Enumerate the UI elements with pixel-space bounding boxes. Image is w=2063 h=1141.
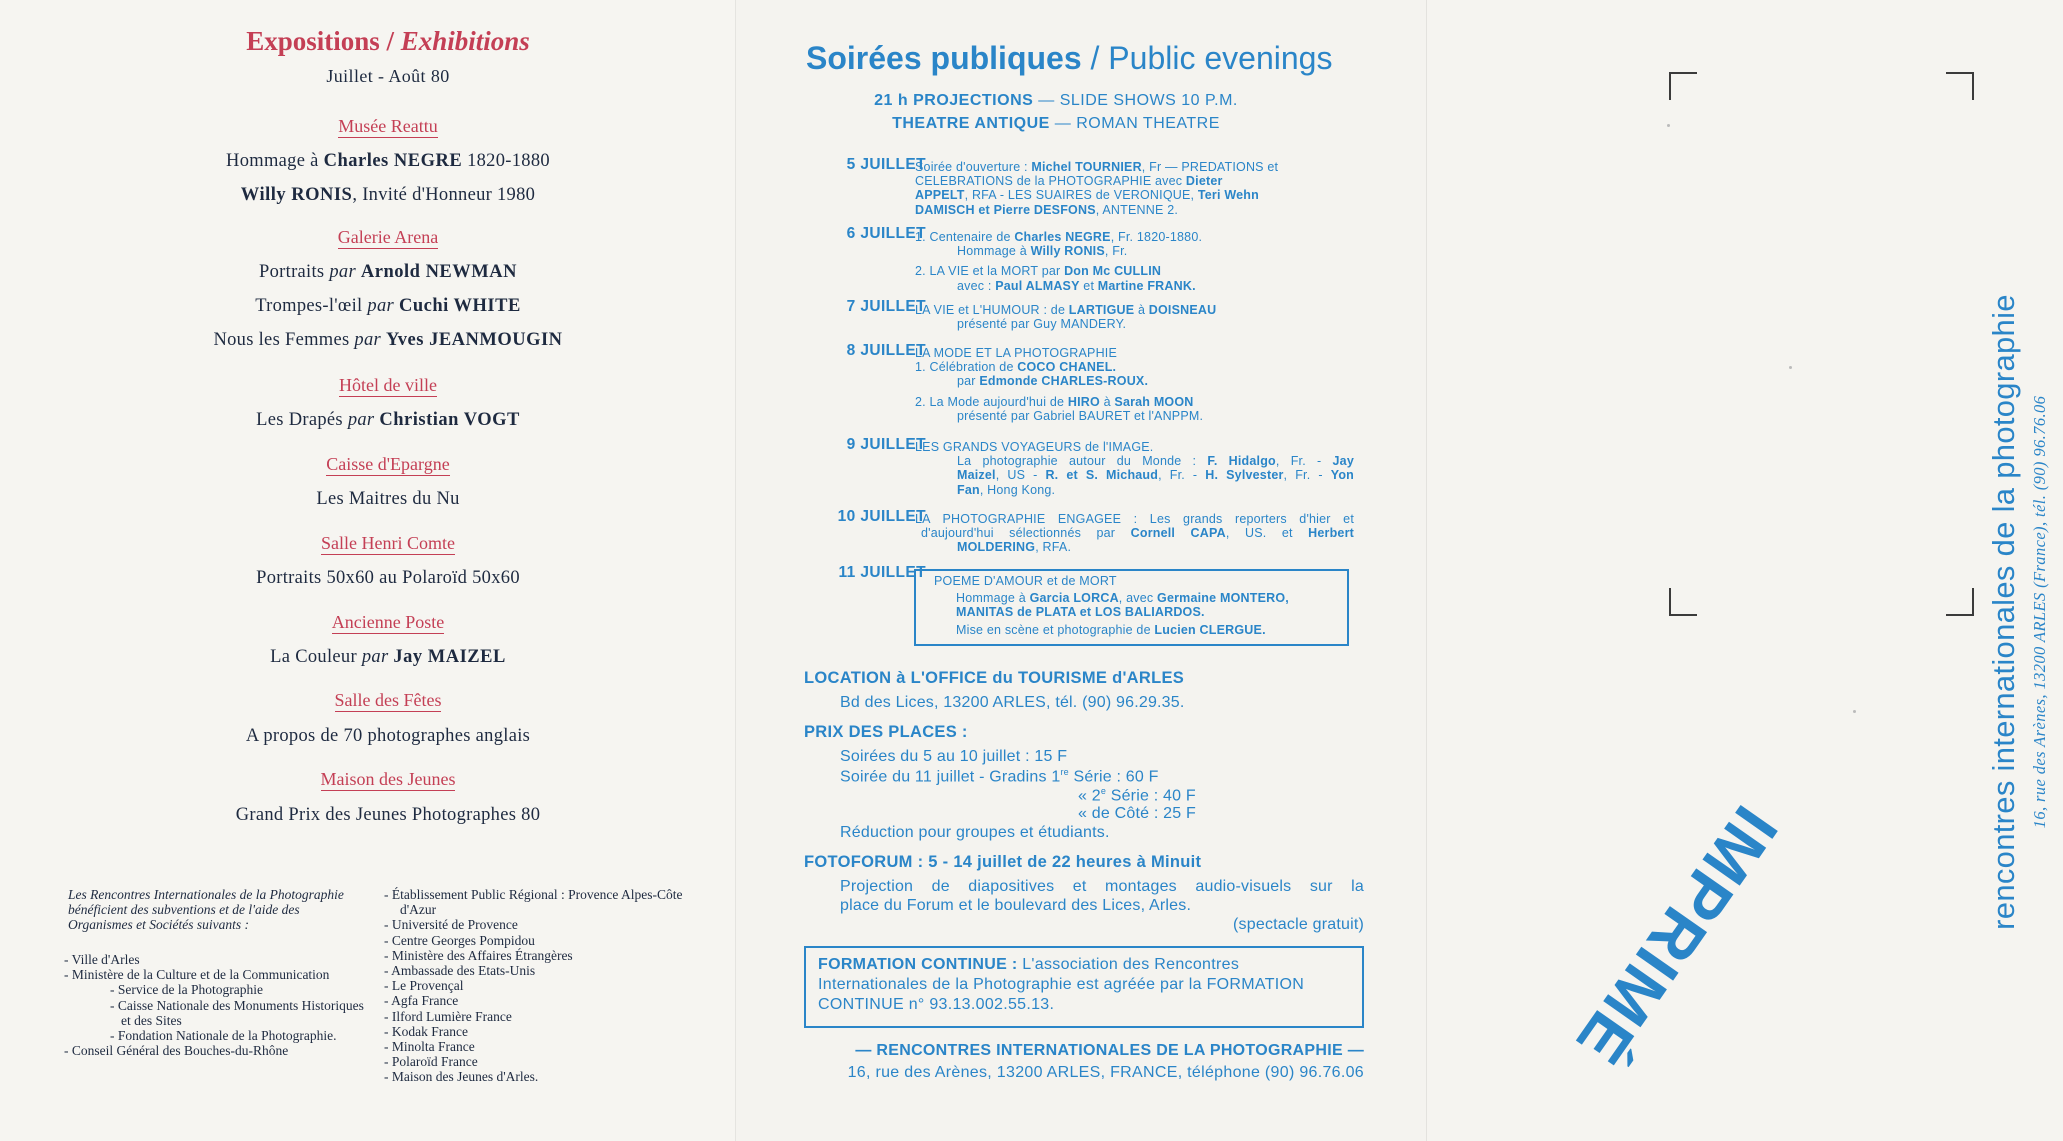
evenings-title: Soirées publiques / Public evenings	[806, 40, 1333, 76]
program-6-juillet: 1. Centenaire de Charles NEGRE, Fr. 1820-1880. Hommage à Willy RONIS, Fr. 2. LA VIE et la MORT par Don Mc CULLIN avec : Paul ALMASY et Martine FRANK.	[915, 230, 1203, 293]
price-line: Soirée du 11 juillet - Gradins 1re Série : 60 F	[840, 767, 1159, 786]
speck	[1853, 710, 1856, 713]
organization-vertical-title: rencontres internationales de la photographie	[1986, 294, 2021, 930]
price-line: Soirées du 5 au 10 juillet : 15 F	[840, 748, 1068, 765]
address-window-corner	[1669, 588, 1697, 616]
price-line: « 2e Série : 40 F	[1078, 786, 1196, 805]
exhibit-line: Les Drapés par Christian VOGT	[256, 410, 520, 430]
sponsor-item: - Polaroïd France	[384, 1054, 478, 1070]
date-8-juillet: 8 JUILLET	[846, 342, 926, 359]
sponsor-item: - Université de Provence	[384, 917, 518, 933]
sponsor-item: - Fondation Nationale de la Photographie.	[110, 1028, 337, 1044]
date-11-juillet: 11 JUILLET	[838, 564, 926, 581]
sponsor-item: - Maison des Jeunes d'Arles.	[384, 1069, 539, 1085]
exhibit-line: Nous les Femmes par Yves JEANMOUGIN	[213, 330, 563, 350]
program-8-juillet: LA MODE ET LA PHOTOGRAPHIE 1. Célébration de COCO CHANEL. par Edmonde CHARLES-ROUX. 2. La Mode aujourd'hui de HIRO à Sarah MOON présenté par Gabriel BAURET et l'ANPPM.	[915, 346, 1204, 423]
title-en: Exhibitions	[400, 26, 530, 56]
fotoforum-heading: FOTOFORUM : 5 - 14 juillet de 22 heures à Minuit	[804, 853, 1202, 871]
exhibit-line: Les Maitres du Nu	[316, 489, 460, 509]
date-7-juillet: 7 JUILLET	[846, 298, 926, 315]
formation-heading: FORMATION CONTINUE :	[818, 956, 1018, 973]
projections-heading: 21 h PROJECTIONS — SLIDE SHOWS 10 P.M.	[874, 92, 1238, 109]
sponsor-item: - Minolta France	[384, 1039, 475, 1055]
speck	[1789, 366, 1792, 369]
program-9-juillet: LES GRANDS VOYAGEURS de l'IMAGE. La photographie autour du Monde : F. Hidalgo, Fr. - Jay Maizel, US - R. et S. Michaud, Fr. - H. Sylvester, Fr. - Yon Fan, Hong Kong.	[915, 440, 1354, 497]
organization-vertical-address: 16, rue des Arènes, 13200 ARLES (France), tél. (90) 96.76.06	[2030, 395, 2049, 829]
sponsors-intro: Les Rencontres Internationales de la Photographie bénéficient des subventions et de l'aide des Organismes et Sociétés suivants :	[68, 887, 344, 933]
fotoforum-line: place du Forum et le boulevard des Lices, Arles.	[840, 897, 1192, 914]
sponsor-item: - Ville d'Arles	[64, 952, 140, 967]
venue-salle-henri-comte: Salle Henri Comte	[321, 533, 455, 553]
sponsor-item: - Caisse Nationale des Monuments Historiques et des Sites	[110, 997, 364, 1028]
sponsor-item: - Ilford Lumière France	[384, 1008, 512, 1024]
exhibit-line: Willy RONIS, Invité d'Honneur 1980	[240, 185, 536, 205]
sponsor-item: - Ministère de la Culture et de la Communication	[64, 967, 330, 983]
exhibit-line: Portraits 50x60 au Polaroïd 50x60	[256, 568, 520, 588]
sponsor-item: - Établissement Public Régional : Provence Alpes-Côte d'Azur	[384, 887, 683, 918]
organizer-name: — RENCONTRES INTERNATIONALES DE LA PHOTOGRAPHIE —	[855, 1042, 1364, 1059]
venue-salle-des-fetes: Salle des Fêtes	[334, 690, 442, 710]
sponsor-item: - Kodak France	[384, 1023, 468, 1039]
exhibit-line: Grand Prix des Jeunes Photographes 80	[235, 805, 541, 825]
sponsor-item: - Service de la Photographie	[110, 982, 263, 998]
program-10-juillet: LA PHOTOGRAPHIE ENGAGEE : Les grands reporters d'hier et d'aujourd'hui sélectionnés par Cornell CAPA, US. et Herbert MOLDERING, RFA.	[915, 512, 1354, 555]
sponsors-list-left	[64, 952, 364, 1058]
imprime-stamp: IMPRIMÉ	[1561, 793, 1793, 1079]
sponsor-item: - Le Provençal	[384, 978, 464, 994]
public-evenings-panel	[736, 0, 1427, 1141]
price-line: « de Côté : 25 F	[1078, 805, 1196, 822]
sponsors-list-right	[384, 887, 684, 1085]
venue-galerie-arena: Galerie Arena	[337, 227, 439, 247]
exhibit-line: Trompes-l'œil par Cuchi WHITE	[255, 296, 521, 316]
venue-hotel-de-ville: Hôtel de ville	[339, 375, 437, 395]
program-7-juillet: LA VIE et L'HUMOUR : de LARTIGUE à DOISNEAU présenté par Guy MANDERY.	[915, 303, 1217, 332]
exhibitions-panel	[0, 0, 736, 1141]
program-5-juillet: Soirée d'ouverture : Michel TOURNIER, Fr — PREDATIONS et CELEBRATIONS de la PHOTOGRAPHIE avec Dieter APPELT, RFA - LES SUAIRES de VERONIQUE, Teri Wehn DAMISCH et Pierre DESFONS, ANTENNE 2.	[915, 160, 1279, 217]
sponsor-item: - Conseil Général des Bouches-du-Rhône	[64, 1043, 289, 1059]
address-window-corner	[1669, 72, 1697, 100]
venue-musee-reattu: Musée Reattu	[338, 116, 438, 136]
fotoforum-free: (spectacle gratuit)	[1233, 916, 1364, 933]
formation-text: L'association des Rencontres Internationales de la Photographie est agréée par la FORMATION CONTINUE n° 93.13.002.55.13.	[818, 956, 1305, 1013]
exhibitions-dates: Juillet - Août 80	[326, 66, 450, 86]
venue-caisse-epargne: Caisse d'Epargne	[326, 454, 450, 474]
exhibit-line: A propos de 70 photographes anglais	[245, 726, 531, 746]
title-fr: Expositions /	[246, 26, 394, 56]
exhibit-line: Hommage à Charles NEGRE 1820-1880	[226, 151, 550, 171]
exhibitions-title	[0, 26, 736, 57]
price-reduction: Réduction pour groupes et étudiants.	[840, 824, 1110, 841]
venue-ancienne-poste: Ancienne Poste	[331, 612, 445, 632]
date-5-juillet: 5 JUILLET	[846, 156, 926, 173]
date-9-juillet: 9 JUILLET	[846, 436, 926, 453]
speck	[1667, 124, 1670, 127]
date-10-juillet: 10 JUILLET	[837, 508, 926, 525]
date-6-juillet: 6 JUILLET	[846, 225, 926, 242]
venue-maison-des-jeunes: Maison des Jeunes	[320, 769, 456, 789]
location-heading: LOCATION à L'OFFICE du TOURISME d'ARLES	[804, 669, 1185, 687]
mailing-panel	[1427, 0, 2063, 1141]
sponsor-item: - Agfa France	[384, 993, 459, 1009]
sponsor-item: - Ministère des Affaires Étrangères	[384, 947, 573, 963]
formation-continue-box	[804, 946, 1364, 1028]
address-window-corner	[1946, 588, 1974, 616]
organizer-address: 16, rue des Arènes, 13200 ARLES, FRANCE, téléphone (90) 96.76.06	[847, 1064, 1364, 1081]
sponsor-item: - Centre Georges Pompidou	[384, 932, 535, 948]
exhibit-line: La Couleur par Jay MAIZEL	[270, 647, 506, 667]
sponsor-item: - Ambassade des Etats-Unis	[384, 963, 536, 979]
exhibit-line: Portraits par Arnold NEWMAN	[259, 262, 517, 282]
theatre-heading: THEATRE ANTIQUE — ROMAN THEATRE	[892, 115, 1220, 132]
program-11-juillet: POEME D'AMOUR et de MORT Hommage à Garcia LORCA, avec Germaine MONTERO, MANITAS de PLATA et LOS BALIARDOS. Mise en scène et photographie de Lucien CLERGUE.	[934, 574, 1289, 637]
location-address: Bd des Lices, 13200 ARLES, tél. (90) 96.29.35.	[840, 694, 1185, 711]
address-window-corner	[1946, 72, 1974, 100]
fotoforum-line: Projection de diapositives et montages audio-visuels sur la	[840, 878, 1364, 895]
prices-heading: PRIX DES PLACES :	[804, 723, 968, 741]
